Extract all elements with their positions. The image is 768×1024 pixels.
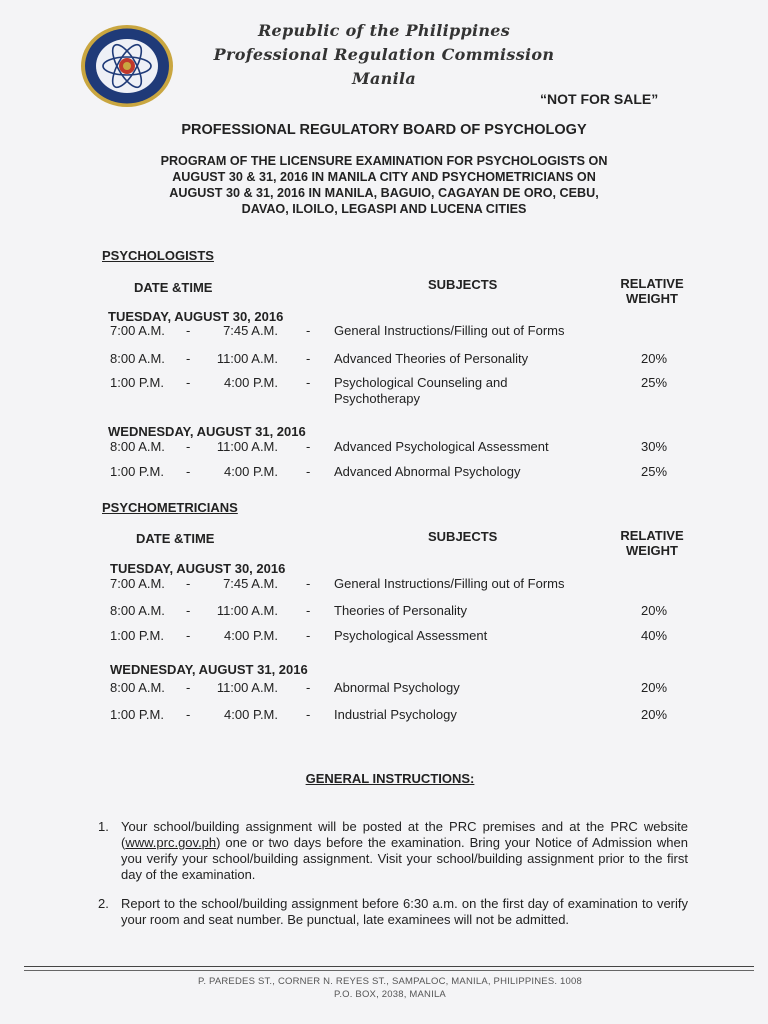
subject: Psychological Assessment	[334, 628, 488, 643]
col-weight-line1: RELATIVE	[620, 276, 684, 291]
end-time: 11:00 A.M.	[216, 603, 278, 618]
row-dash: -	[306, 680, 311, 695]
end-time: 4:00 P.M.	[224, 375, 278, 390]
instruction-item	[98, 896, 688, 928]
row-dash: -	[306, 351, 311, 366]
col-subjects: SUBJECTS	[428, 277, 498, 292]
end-time: 7:45 A.M.	[223, 323, 278, 338]
row-dash: -	[306, 576, 311, 591]
subject: General Instructions/Filling out of Forms	[334, 323, 565, 338]
instruction-number: 2.	[98, 896, 109, 911]
end-time: 4:00 P.M.	[224, 707, 278, 722]
weight: 20%	[640, 603, 668, 618]
day-label: WEDNESDAY, AUGUST 31, 2016	[108, 424, 306, 439]
col-weight-line1: RELATIVE	[620, 528, 684, 543]
program-line: AUGUST 30 & 31, 2016 IN MANILA, BAGUIO, CAGAYAN DE ORO, CEBU,	[169, 186, 599, 200]
section-psychologists: PSYCHOLOGISTS	[102, 248, 214, 263]
time-dash: -	[186, 351, 191, 366]
time-dash: -	[186, 628, 191, 643]
start-time: 1:00 P.M.	[110, 628, 164, 643]
end-time: 11:00 A.M.	[216, 351, 278, 366]
program-line: AUGUST 30 & 31, 2016 IN MANILA CITY AND PSYCHOMETRICIANS ON	[172, 170, 596, 184]
col-relative-weight	[602, 276, 702, 306]
weight: 20%	[640, 680, 668, 695]
time-dash: -	[186, 680, 191, 695]
program-line: DAVAO, ILOILO, LEGASPI AND LUCENA CITIES	[241, 202, 527, 216]
col-date-time: DATE &TIME	[134, 280, 213, 295]
start-time: 8:00 A.M.	[110, 603, 165, 618]
weight: 25%	[640, 464, 668, 479]
program-title	[0, 153, 768, 217]
start-time: 7:00 A.M.	[110, 323, 165, 338]
col-subjects: SUBJECTS	[428, 529, 498, 544]
time-dash: -	[186, 576, 191, 591]
row-dash: -	[306, 375, 311, 390]
start-time: 1:00 P.M.	[110, 375, 164, 390]
footer-divider	[24, 966, 754, 967]
end-time: 11:00 A.M.	[216, 680, 278, 695]
start-time: 7:00 A.M.	[110, 576, 165, 591]
col-date-time: DATE &TIME	[136, 531, 215, 546]
end-time: 4:00 P.M.	[224, 628, 278, 643]
start-time: 8:00 A.M.	[110, 351, 165, 366]
day-label: TUESDAY, AUGUST 30, 2016	[110, 561, 286, 576]
header-manila: Manila	[351, 69, 417, 88]
subject: Advanced Abnormal Psychology	[334, 464, 521, 479]
subject: General Instructions/Filling out of Forms	[334, 576, 565, 591]
time-dash: -	[186, 323, 191, 338]
subject: Abnormal Psychology	[334, 680, 460, 695]
day-label: WEDNESDAY, AUGUST 31, 2016	[110, 662, 308, 677]
row-dash: -	[306, 628, 311, 643]
instruction-number: 1.	[98, 819, 109, 834]
col-weight-line2: WEIGHT	[626, 291, 678, 306]
subject: Industrial Psychology	[334, 707, 457, 722]
section-psychometricians: PSYCHOMETRICIANS	[102, 500, 238, 515]
footer-address: P. PAREDES ST., CORNER N. REYES ST., SAMPALOC, MANILA, PHILIPPINES. 1008	[198, 976, 582, 987]
weight: 20%	[640, 707, 668, 722]
row-dash: -	[306, 603, 311, 618]
subject: Theories of Personality	[334, 603, 467, 618]
end-time: 11:00 A.M.	[216, 439, 278, 454]
header-republic: Republic of the Philippines	[257, 21, 511, 40]
subject: Advanced Psychological Assessment	[334, 439, 549, 454]
prc-website-link[interactable]: www.prc.gov.ph	[125, 835, 217, 850]
general-instructions-title: GENERAL INSTRUCTIONS:	[305, 771, 475, 786]
start-time: 1:00 P.M.	[110, 707, 164, 722]
program-line: PROGRAM OF THE LICENSURE EXAMINATION FOR PSYCHOLOGISTS ON	[160, 154, 608, 168]
col-weight-line2: WEIGHT	[626, 543, 678, 558]
weight: 25%	[640, 375, 668, 390]
time-dash: -	[186, 464, 191, 479]
time-dash: -	[186, 439, 191, 454]
row-dash: -	[306, 707, 311, 722]
board-title: PROFESSIONAL REGULATORY BOARD OF PSYCHOLOGY	[181, 122, 587, 138]
weight: 40%	[640, 628, 668, 643]
start-time: 1:00 P.M.	[110, 464, 164, 479]
footer-divider	[24, 970, 754, 971]
instruction-text-part: ) one or two days before the examination. Bring your Notice of Admission when you verify your school/building assignment. Visit your school/building assignment prior to the first day of the examination.	[121, 835, 688, 882]
subject: Psychological Counseling and Psychotherapy	[334, 375, 508, 406]
instruction-item	[98, 819, 688, 883]
row-dash: -	[306, 464, 311, 479]
day-label: TUESDAY, AUGUST 30, 2016	[108, 309, 284, 324]
weight: 20%	[640, 351, 668, 366]
row-dash: -	[306, 323, 311, 338]
row-dash: -	[306, 439, 311, 454]
not-for-sale-label: “NOT FOR SALE”	[540, 91, 659, 107]
instruction-text: Report to the school/building assignment before 6:30 a.m. on the first day of examination to verify your room and seat number. Be punctual, late examinees will not be admitted.	[121, 896, 688, 927]
end-time: 7:45 A.M.	[223, 576, 278, 591]
instruction-text-part: Your school/building assignment will be posted at the PRC premises and at the PRC website (	[121, 819, 688, 850]
start-time: 8:00 A.M.	[110, 680, 165, 695]
start-time: 8:00 A.M.	[110, 439, 165, 454]
weight: 30%	[640, 439, 668, 454]
time-dash: -	[186, 603, 191, 618]
time-dash: -	[186, 707, 191, 722]
header-commission: Professional Regulation Commission	[213, 45, 555, 64]
time-dash: -	[186, 375, 191, 390]
instruction-text	[121, 819, 688, 883]
subject: Advanced Theories of Personality	[334, 351, 529, 366]
col-relative-weight	[602, 528, 702, 558]
end-time: 4:00 P.M.	[224, 464, 278, 479]
footer-pobox: P.O. BOX, 2038, MANILA	[334, 989, 446, 1000]
